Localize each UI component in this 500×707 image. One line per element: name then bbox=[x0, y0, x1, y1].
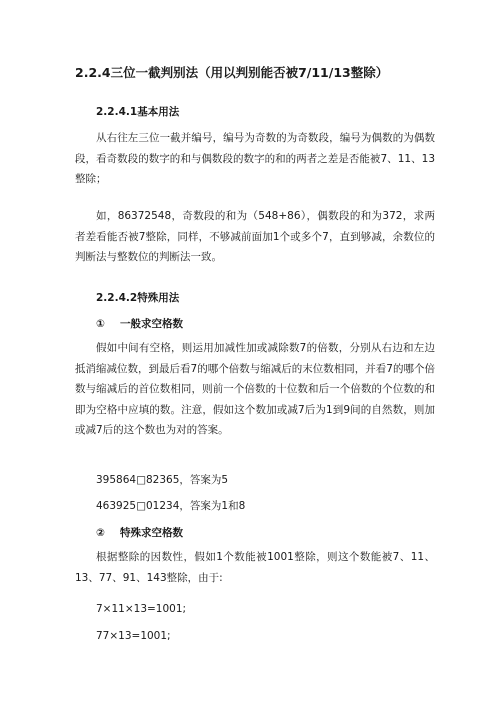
paragraph-basic-example: 如，86372548，奇数段的和为（548+86），偶数段的和为372，求两者差看能否被7整除，同样，不够减前面加1个或多个7，直到够减，余数位的判断法与整数位的判断法一致。 bbox=[75, 210, 435, 263]
section-title: 2.2.4三位一截判别法（用以判别能否被7/11/13整除） bbox=[75, 65, 389, 80]
sub-heading-special-blank bbox=[96, 525, 183, 541]
equation-line-2: 77×13=1001; bbox=[96, 630, 171, 642]
paragraph-special-blank: 根据整除的因数性，假如1个数能被1001整除，则这个数能被7、11、13、77、91、143整除，由于: bbox=[75, 551, 435, 584]
example-line-2: 463925□01234，答案为1和8 bbox=[96, 500, 246, 512]
circled-number-1: ① bbox=[96, 318, 105, 330]
equation-line-1: 7×11×13=1001; bbox=[96, 603, 187, 615]
paragraph-basic-rule: 从右往左三位一截并编号，编号为奇数的为奇数段，编号为偶数的为偶数段，看奇数段的数字的和与偶数段的数字的和的两者之差是否能被7、11、13整除； bbox=[75, 132, 435, 185]
sub-heading-general-blank bbox=[96, 316, 183, 332]
circled-number-2: ② bbox=[96, 527, 105, 539]
paragraph-general-blank: 假如中间有空格，则运用加减性加或减除数7的倍数，分别从右边和左边抵消缩减位数，到最后看7的哪个倍数与缩减后的末位数相同，并看7的哪个倍数与缩减后的首位数相同，则前一个倍数的十位数和后一个倍数的个位数的和即为空格中应填的数。注意，假如这个数加或减7后为1到9间的自然数，则加或减7后的这个数也为对的答案。 bbox=[75, 342, 435, 436]
example-line-1: 395864□82365，答案为5 bbox=[96, 474, 229, 486]
subsection-heading-basic: 2.2.4.1基本用法 bbox=[96, 106, 180, 118]
sub-heading-label: 一般求空格数 bbox=[120, 318, 183, 330]
sub-heading-label: 特殊求空格数 bbox=[120, 527, 183, 539]
subsection-heading-special: 2.2.4.2特殊用法 bbox=[96, 292, 180, 304]
